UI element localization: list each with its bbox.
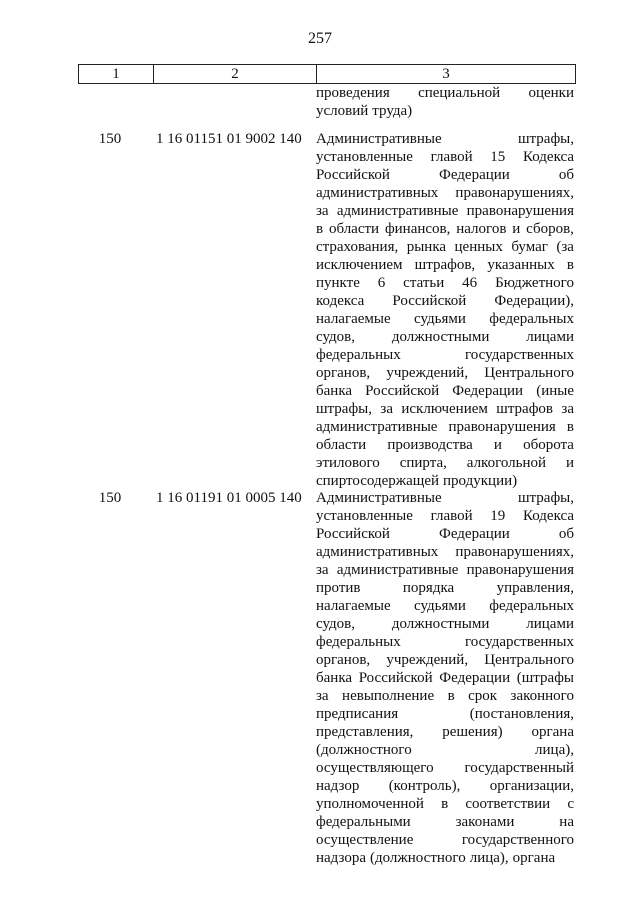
page-number: 257: [308, 30, 332, 47]
description-line: судов, должностными лицами: [316, 616, 574, 632]
description-line: штрафы, за исключением штрафов за: [316, 401, 574, 417]
description-line: федеральными законами на: [316, 814, 574, 830]
table-header: [78, 64, 576, 84]
description-line: установленные главой 19 Кодекса: [316, 508, 574, 524]
description-line: против порядка управления,: [316, 580, 574, 596]
description-line: за административные правонарушения: [316, 203, 574, 219]
description-line: Российской Федерации об: [316, 526, 574, 542]
description-line: Российской Федерации об: [316, 167, 574, 183]
description-line: налагаемые судьями федеральных: [316, 598, 574, 614]
description-line: страхования, рынка ценных бумаг (за: [316, 239, 574, 255]
description-line: предписания (постановления,: [316, 706, 574, 722]
description-line: банка Российской Федерации (штрафы: [316, 670, 574, 686]
description-line: надзора (должностного лица), органа: [316, 850, 556, 866]
description-line: осуществление государственного: [316, 832, 574, 848]
description-line: спиртосодержащей продукции): [316, 473, 518, 489]
description-line: в области финансов, налогов и сборов,: [316, 221, 574, 237]
description-line: представления, решения) органа: [316, 724, 574, 740]
description-line: судов, должностными лицами: [316, 329, 574, 345]
description-line: административные правонарушения в: [316, 419, 574, 435]
description-line: за невыполнение в срок законного: [316, 688, 574, 704]
kbk-code: 1 16 01191 01 0005 140: [156, 490, 302, 506]
admin-code: 150: [98, 131, 122, 147]
description-line: налагаемые судьями федеральных: [316, 311, 574, 327]
description-line: за административные правонарушения: [316, 562, 574, 578]
description-line: пункте 6 статьи 46 Бюджетного: [316, 275, 574, 291]
description-line: органов, учреждений, Центрального: [316, 652, 574, 668]
description-line: административных правонарушениях,: [316, 544, 574, 560]
description-line: банка Российской Федерации (иные: [316, 383, 574, 399]
description-line: федеральных государственных: [316, 634, 574, 650]
description-line: федеральных государственных: [316, 347, 574, 363]
description-line: области производства и оборота: [316, 437, 574, 453]
description-line: кодекса Российской Федерации),: [316, 293, 574, 309]
description-line: Административные штрафы,: [316, 131, 574, 147]
description-line: установленные главой 15 Кодекса: [316, 149, 574, 165]
description-line: проведения специальной оценки: [316, 85, 574, 101]
description-line: органов, учреждений, Центрального: [316, 365, 574, 381]
admin-code: 150: [98, 490, 122, 506]
kbk-code: 1 16 01151 01 9002 140: [156, 131, 302, 147]
header-col-1: 1: [79, 65, 154, 83]
description-line: административных правонарушениях,: [316, 185, 574, 201]
income-description: [316, 130, 574, 490]
description-line: надзор (контроль), организации,: [316, 778, 574, 794]
header-col-3: 3: [442, 66, 450, 82]
continuation-description: [316, 84, 574, 120]
description-line: (должностного лица),: [316, 742, 574, 758]
income-description: [316, 489, 574, 867]
description-line: уполномоченной в соответствии с: [316, 796, 574, 812]
description-line: исключением штрафов, указанных в: [316, 257, 574, 273]
description-line: Административные штрафы,: [316, 490, 574, 506]
description-line: условий труда): [316, 103, 413, 119]
description-line: осуществляющего государственный: [316, 760, 574, 776]
description-line: этилового спирта, алкогольной и: [316, 455, 574, 471]
header-col-2: 2: [154, 65, 317, 83]
